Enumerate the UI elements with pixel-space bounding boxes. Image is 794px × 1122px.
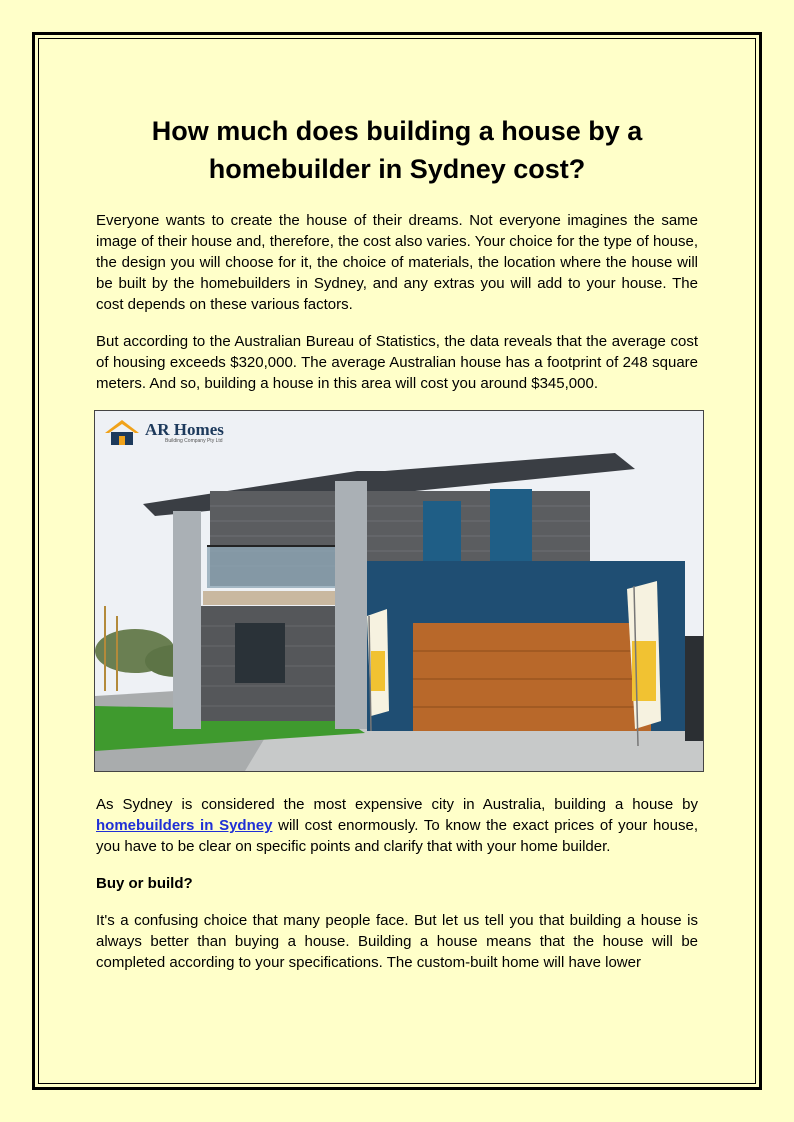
article-title: How much does building a house by a homebuilder in Sydney cost?	[151, 116, 643, 184]
homebuilders-sydney-link[interactable]: homebuilders in Sydney	[96, 817, 273, 834]
paragraph-sydney-cost	[96, 794, 698, 857]
paragraph-sydney-cost-after: will cost enormously. To know the exact prices of your house, you have to be clear on specific points and clarify that with your home builder.	[96, 817, 698, 855]
section-heading-buy-or-build: Buy or build?	[96, 875, 193, 892]
house-photo	[94, 410, 704, 772]
ar-homes-logo	[103, 417, 224, 447]
logo-name: AR Homes	[145, 419, 224, 439]
logo-subtitle: Building Company Pty Ltd	[165, 437, 223, 444]
paragraph-sydney-cost-before: As Sydney is considered the most expensive city in Australia, building a house by	[96, 796, 698, 813]
paragraph-statistics: But according to the Australian Bureau of Statistics, the data reveals that the average cost of housing exceeds $320,000. The average Australian house has a footprint of 248 square meters. And so, building a house in this area will cost you around $345,000.	[96, 333, 698, 392]
article	[96, 112, 698, 989]
paragraph-buy-or-build: It's a confusing choice that many people face. But let us tell you that building a house is always better than buying a house. Building a house means that the house will be completed according to your specifications. The custom-built home will have lower	[96, 912, 698, 971]
paragraph-intro: Everyone wants to create the house of their dreams. Not everyone imagines the same image of their house and, therefore, the cost also varies. Your choice for the type of house, the design you will choose for it, the choice of materials, the location where the house will be built by the homebuilders in Sydney, and any extras you will add to your house. The cost depends on these various factors.	[96, 212, 698, 313]
house-logo-icon	[103, 417, 141, 447]
house-illustration	[95, 411, 703, 771]
